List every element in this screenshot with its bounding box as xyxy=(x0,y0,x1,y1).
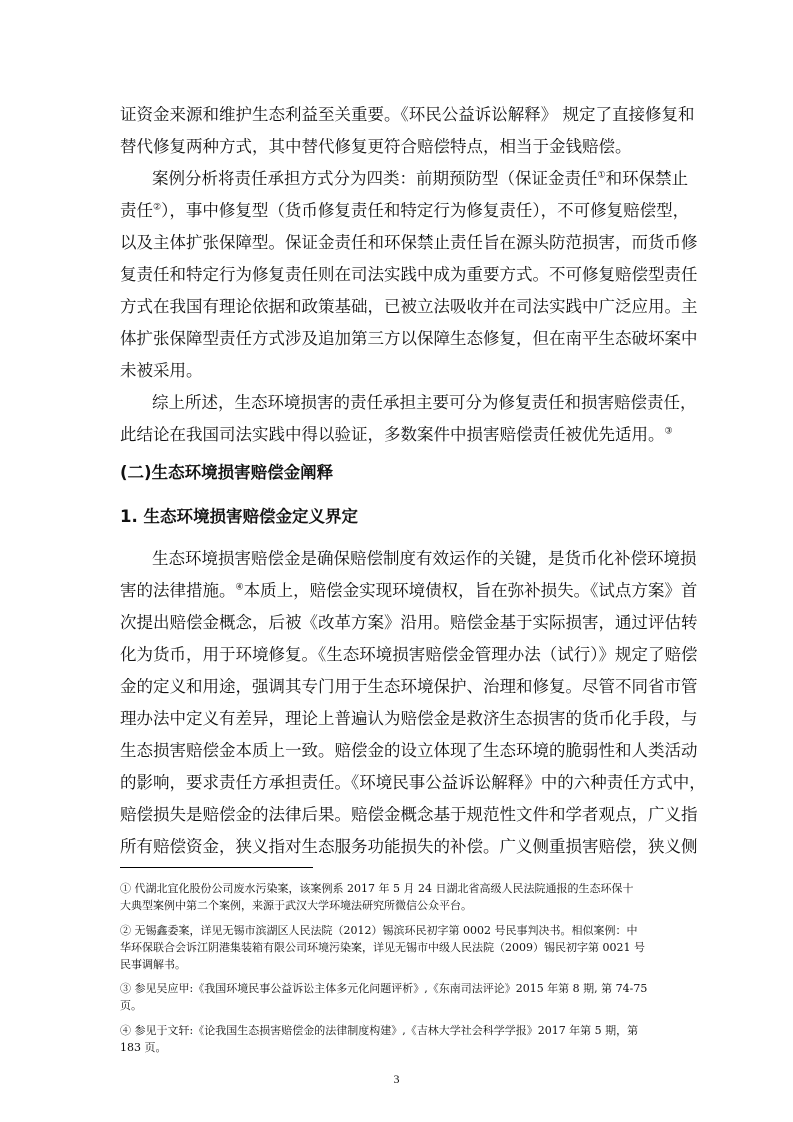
body-line: 理办法中定义有差异，理论上普遍认为赔偿金是救济生态损害的货币化手段，与 xyxy=(120,709,698,728)
footnote-line: 大典型案例中第二个案例，来源于武汉大学环境法研究所微信公众平台。 xyxy=(120,899,472,912)
subsection-heading: 1. 生态环境损害赔偿金定义界定 xyxy=(120,507,358,526)
body-line: 复责任和特定行为修复责任则在司法实践中成为重要方式。不可修复赔偿型责任 xyxy=(120,265,698,284)
body-line: 生态环境损害赔偿金是确保赔偿制度有效运作的关键，是货币化补偿环境损 xyxy=(152,549,697,568)
footnote-marker: ④ xyxy=(235,582,244,593)
body-line: 化为货币，用于环境修复。《生态环境损害赔偿金管理办法（试行）》规定了赔偿 xyxy=(120,645,698,664)
body-line: 赔偿损失是赔偿金的法律后果。赔偿金概念基于规范性文件和学者观点，广义指 xyxy=(120,805,698,824)
body-line: 的影响，要求责任方承担责任。《环境民事公益诉讼解释》中的六种责任方式中， xyxy=(120,773,706,792)
body-line: 综上所述，生态环境损害的责任承担主要可分为修复责任和损害赔偿责任， xyxy=(152,393,697,412)
body-line: 次提出赔偿金概念，后被《改革方案》沿用。赔偿金基于实际损害，通过评估转 xyxy=(120,613,698,632)
body-line: 此结论在我国司法实践中得以验证，多数案件中损害赔偿责任被优先适用。③ xyxy=(120,425,673,444)
body-line: 生态损害赔偿金本质上一致。赔偿金的设立体现了生态环境的脆弱性和人类活动 xyxy=(120,741,698,760)
body-line: 方式在我国有理论依据和政策基础，已被立法吸收并在司法实践中广泛应用。主 xyxy=(120,297,698,316)
body-line: 体扩张保障型责任方式涉及追加第三方以保障生态修复，但在南平生态破坏案中 xyxy=(120,329,698,348)
body-line: 未被采用。 xyxy=(120,361,203,380)
body-line: 案例分析将责任承担方式分为四类：前期预防型（保证金责任①和环保禁止 xyxy=(152,169,689,188)
footnote-marker: ① xyxy=(597,170,606,181)
footnote-line: ④ 参见于文轩:《论我国生态损害赔偿金的法律制度构建》,《吉林大学社会科学学报》2017 年第 5 期，第 xyxy=(120,1024,639,1037)
footnote-line: 华环保联合会诉江阴港集装箱有限公司环境污染案，详见无锡市中级人民法院（2009）锡民初字第 0021 号 xyxy=(120,941,645,954)
footnote-line: ① 代湖北宜化股份公司废水污染案，该案例系 2017 年 5 月 24 日湖北省高级人民法院通报的生态环保十 xyxy=(120,882,634,895)
footnote-line: 民事调解书。 xyxy=(120,958,186,971)
body-line: 害的法律措施。④本质上，赔偿金实现环境债权，旨在弥补损失。《试点方案》首 xyxy=(120,581,698,600)
footnote-line: ② 无锡鑫委案，详见无锡市滨湖区人民法院（2012）锡滨环民初字第 0002 号民事判决书。相似案例：中 xyxy=(120,924,638,937)
page-number: 3 xyxy=(393,1072,400,1086)
footnote-line: 183 页。 xyxy=(120,1041,167,1054)
body-line: 证资金来源和维护生态利益至关重要。《环民公益诉讼解释》 规定了直接修复和 xyxy=(120,105,695,124)
footnote-line: ③ 参见吴应甲:《我国环境民事公益诉讼主体多元化问题评析》,《东南司法评论》2015 年第 8 期, 第 74-75 xyxy=(120,982,648,995)
footnote-marker: ③ xyxy=(664,426,673,437)
footnote-divider xyxy=(120,867,313,868)
section-heading: (二)生态环境损害赔偿金阐释 xyxy=(120,463,334,482)
body-line: 以及主体扩张保障型。保证金责任和环保禁止责任旨在源头防范损害，而货币修 xyxy=(120,233,698,252)
body-line: 所有赔偿资金，狭义指对生态服务功能损失的补偿。广义侧重损害赔偿，狭义侧 xyxy=(120,837,698,856)
body-line: 替代修复两种方式，其中替代修复更符合赔偿特点，相当于金钱赔偿。 xyxy=(120,137,632,156)
body-line: 责任②），事中修复型（货币修复责任和特定行为修复责任），不可修复赔偿型， xyxy=(120,201,690,220)
body-line: 金的定义和用途，强调其专门用于生态环境保护、治理和修复。尽管不同省市管 xyxy=(120,677,698,696)
footnote-line: 页。 xyxy=(120,999,142,1012)
footnote-marker: ② xyxy=(153,202,162,213)
